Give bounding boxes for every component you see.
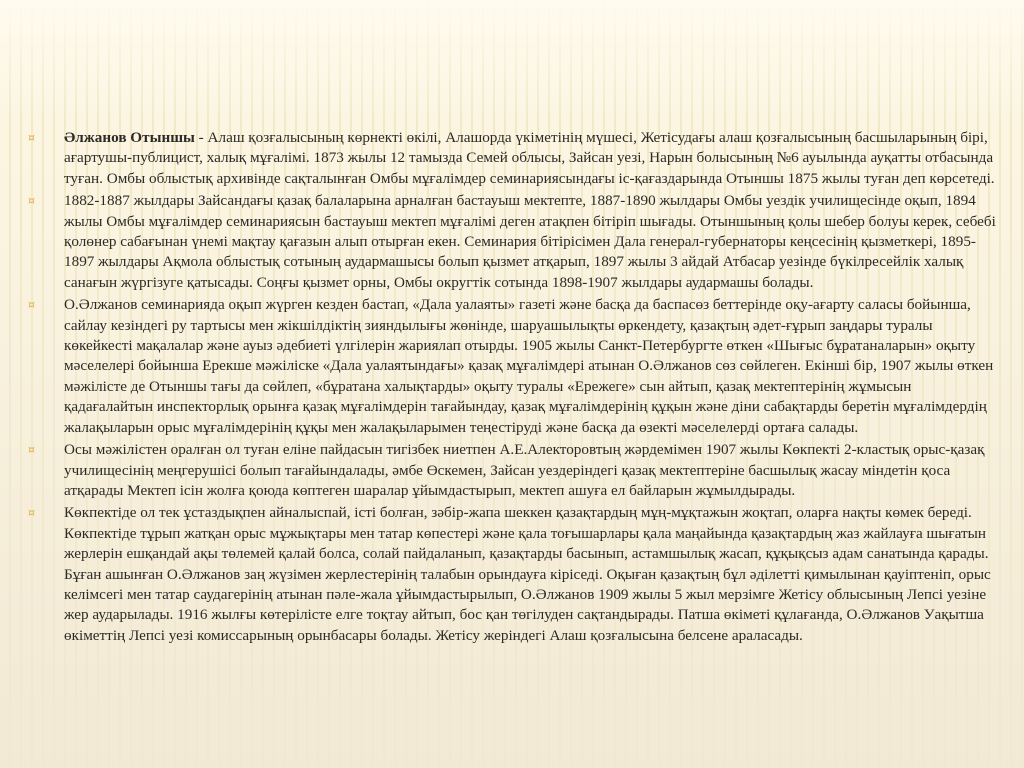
bullet-text: - Алаш қозғалысының көрнекті өкілі, Алашорда үкіметінің мүшесі, Жетісудағы алаш қозғалысының басшыларының бірі, ағартушы-публицист, халық мұғалімі. 1873 жылы 12 тамызда Семей облысы, Зайсан уезі, Нарын болысының №6 ауылында ауқатты отбасында туған. Омбы облыстық архивінде сақталынған Омбы мұғалімдер семинариясындағы іс-қағаздарында Отыншы 1875 жылы туған деп көрсетеді. <box>64 129 995 187</box>
bullet-icon: ¤ <box>28 131 35 144</box>
bullet-item-4 <box>28 440 996 501</box>
bullet-icon: ¤ <box>28 443 35 457</box>
bullet-item-5 <box>28 503 996 646</box>
bullet-item-1 <box>28 128 996 189</box>
bullet-text: Осы мәжілістен оралған ол туған еліне пайдасын тигізбек ниетпен А.Е.Алекторовтың жәрдемімен 1907 жылы Көкпекті 2-кластық орыс-қазақ училищесінің меңгерушісі болып тағайындалады, әмбе Өскемен, Зайсан уездеріндегі қазақ мектептеріне басшылық жасау міндетін қоса атқарады Мектеп ісін жолға қоюда көптеген шаралар ұйымдастырып, мектеп ашуға ел байларын жұмылдырады. <box>64 441 985 499</box>
bullet-icon: ¤ <box>28 506 35 520</box>
bullet-icon: ¤ <box>28 298 35 312</box>
bullet-item-3 <box>28 295 996 438</box>
bullet-text: 1882-1887 жылдары Зайсандағы қазақ балаларына арналған бастауыш мектепте, 1887-1890 жылдары Омбы уездік училищесінде оқып, 1894 жылы Омбы мұғалімдер семинариясын бастауыш мектеп мұғалімі деген атақпен бітіріп шығады. Отыншының қолы шебер болуы керек, себебі қолөнер сабағынан үнемі мақтау қағазын алып отырған екен. Семинария бітірісімен Дала генерал-губернаторы кеңсесінің қызметкері, 1895-1897 жылдары Ақмола облыстық сотының аудармашысы болып қызмет атқарып, 1897 жылы 3 айдай Атбасар уезінде бүкілресейлік халық санағын жүргізуге қатысады. Соңғы қызмет орны, Омбы округтік сотында 1898-1907 жылдары аудармашы болады. <box>64 192 996 291</box>
bullet-text: О.Әлжанов семинарияда оқып жүрген кезден бастап, «Дала уалаяты» газеті және басқа да баспасөз беттерінде оқу-ағарту саласы бойынша, сайлау кезіндегі ру тартысы мен жікшілдіктің зияндылығы жөнінде, шаруашылықты өркендету, қазақтың әдет-ғұрып заңдары туралы көкейкесті мақалалар және ауыз әдебиеті үлгілерін жариялап отырды. 1905 жылы Санкт-Петербургте өткен «Шығыс бұратаналарын» оқыту мәселелері бойынша Ерекше мәжіліске «Дала уалаятындағы» қазақ мұғалімдері атынан О.Әлжанов сөз сөйлеген. Екінші бір, 1907 жылы өткен мәжілісте де Отыншы тағы да сөйлеп, «бұратана халықтарды» оқыту туралы «Ережеге» сын айтып, қазақ мектептерінің жұмысын қадағалайтын инспекторлық орынға қазақ мұғалімдерін тағайындау, қазақ мұғалімдерінің құқын және діни сабақтарды беретін мұғалімдердің жалақыларын орыс мұғалімдерінің құқы мен жалақыларымен теңестіруді және басқа да өзекті мәселелерді ортаға салады. <box>64 296 994 436</box>
bullet-text: Көкпектіде ол тек ұстаздықпен айналыспай, істі болған, зәбір-жапа шеккен қазақтардың мұң-мұқтажын жоқтап, оларға нақты көмек береді. Көкпектіде тұрып жатқан орыс мұжықтары мен татар көпестері және қала тоғышарлары қала маңайында қазақтардың жаз жайлауға шығатын жерлерін ешқандай ақы төлемей қалай болса, солай пайдаланып, қазақтарды басынып, астамшылық жасап, құқықсыз адам санатында қарады. Бұған ашынған О.Әлжанов заң жүзімен жерлестерінің талабын орындауға кіріседі. Оқыған қазақтың бұл әділетті қимылынан қауіптеніп, орыс келімсегі мен татар саудагерінің атынан пәле-жала ұйымдастырылып, О.Әлжанов 1909 жылы 5 жыл мерзімге Жетісу облысының Лепсі уезіне жер аударылады. 1916 жылғы көтерілісте елге тоқтау айтып, бос қан төгілуден сақтандырады. Патша өкіметі құлағанда, О.Әлжанов Уақытша өкіметтің Лепсі уезі комиссарының орынбасары болады. Жетісу жеріндегі Алаш қозғалысына белсене араласады. <box>64 504 991 644</box>
bullet-icon: ¤ <box>28 194 35 208</box>
slide-body <box>28 128 996 648</box>
bullet-item-2 <box>28 191 996 293</box>
bullet-lead-bold: Әлжанов Отыншы <box>64 129 195 146</box>
background-glow <box>0 0 1024 120</box>
